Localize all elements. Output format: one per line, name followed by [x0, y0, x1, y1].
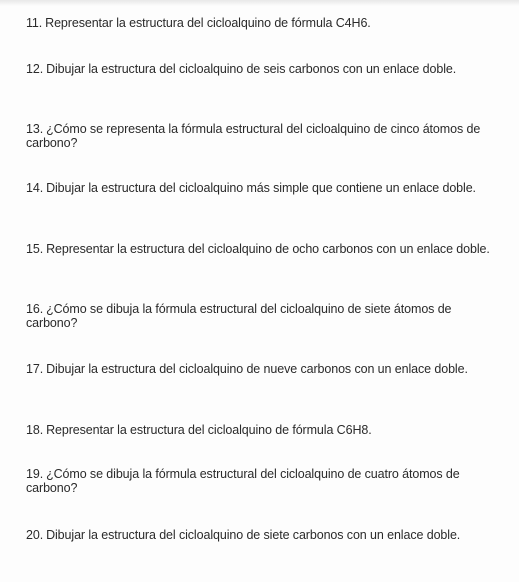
top-edge-strip	[0, 0, 519, 6]
question-14	[26, 181, 492, 195]
question-number: 16.	[26, 302, 44, 316]
question-text: ¿Cómo se dibuja la fórmula estructural del cicloalquino de siete átomos de carbono?	[26, 302, 452, 330]
question-number: 20.	[26, 528, 44, 542]
question-17	[26, 362, 492, 376]
question-18	[26, 423, 492, 437]
question-number: 15.	[26, 242, 44, 256]
question-16	[26, 302, 492, 330]
question-text: Dibujar la estructura del cicloalquino de seis carbonos con un enlace doble.	[46, 62, 457, 76]
question-number: 13.	[26, 122, 44, 136]
question-number: 11.	[26, 16, 43, 30]
question-15	[26, 242, 492, 256]
question-number: 17.	[26, 362, 44, 376]
question-text: Representar la estructura del cicloalquino de ocho carbonos con un enlace doble.	[46, 242, 490, 256]
question-text: Dibujar la estructura del cicloalquino de siete carbonos con un enlace doble.	[46, 528, 461, 542]
question-text: ¿Cómo se dibuja la fórmula estructural del cicloalquino de cuatro átomos de carbono?	[26, 467, 460, 495]
question-number: 18.	[26, 423, 44, 437]
question-text: Representar la estructura del cicloalquino de fórmula C4H6.	[45, 16, 371, 30]
question-number: 19.	[26, 467, 44, 481]
question-number: 14.	[26, 181, 44, 195]
question-text: Dibujar la estructura del cicloalquino de nueve carbonos con un enlace doble.	[46, 362, 468, 376]
question-number: 12.	[26, 62, 44, 76]
question-text: Dibujar la estructura del cicloalquino más simple que contiene un enlace doble.	[46, 181, 476, 195]
question-12	[26, 62, 492, 76]
question-20	[26, 528, 492, 542]
question-13	[26, 122, 492, 150]
question-text: Representar la estructura del cicloalquino de fórmula C6H8.	[46, 423, 372, 437]
question-19	[26, 467, 492, 495]
question-text: ¿Cómo se representa la fórmula estructural del cicloalquino de cinco átomos de carbono?	[26, 122, 481, 150]
question-11	[26, 16, 492, 30]
